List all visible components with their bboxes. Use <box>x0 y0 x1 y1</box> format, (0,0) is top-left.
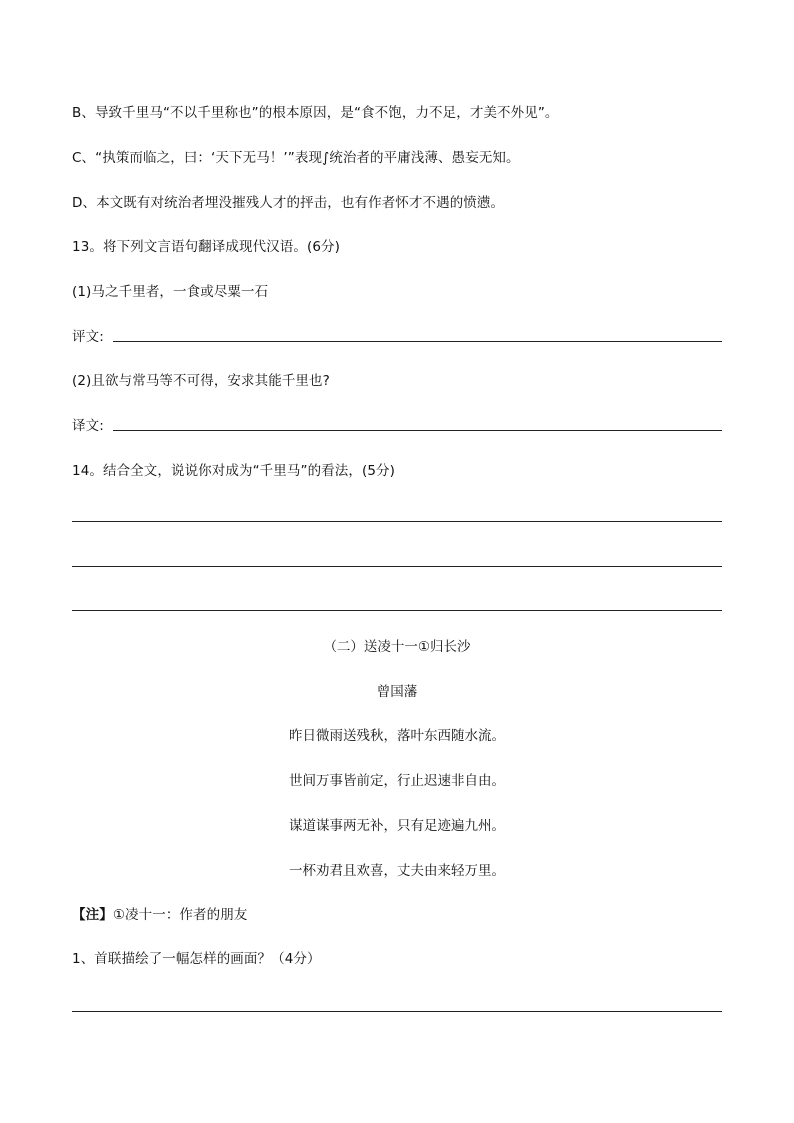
choice-b: B、导致千里马“不以千里称也”的根本原因，是“食不饱，力不足，才美不外见”。 <box>72 105 559 121</box>
poem-line-3: 谋道谋事两无补，只有足迹遍九州。 <box>289 818 505 834</box>
answer-label-2: 译文: <box>72 418 104 434</box>
answer-line-4[interactable] <box>72 566 722 567</box>
poem-note <box>72 905 247 925</box>
poem-title: （二）送凌十一①归长沙 <box>323 639 471 655</box>
answer-label-1: 评文: <box>72 329 104 345</box>
question-13-item-1: (1)马之千里者，一食或尽粟一石 <box>72 284 269 300</box>
poem-line-1: 昨日微雨送残秋，落叶东西随水流。 <box>289 728 505 744</box>
answer-line-5[interactable] <box>72 610 722 611</box>
choice-d: D、本文既有对统治者埋没摧残人才的抨击，也有作者怀才不遇的愤懑。 <box>72 195 505 211</box>
choice-c: C、“执策而临之，曰：‘天下无马！’”表现∫统治者的平庸浅薄、愚妄无知。 <box>72 150 520 166</box>
question-13-item-2: (2)且欲与常马等不可得，安求其能千里也? <box>72 373 330 389</box>
question-1-prompt: 1、首联描绘了一幅怎样的画面？（4分） <box>72 951 321 967</box>
question-14-prompt: 14。结合全文，说说你对成为“千里马”的看法，(5分) <box>72 463 395 479</box>
poem-author: 曾国藩 <box>376 684 418 700</box>
answer-line-6[interactable] <box>72 1011 722 1012</box>
answer-line-2[interactable] <box>113 430 722 431</box>
poem-line-4: 一杯劝君且欢喜，丈夫由来轻万里。 <box>289 863 505 879</box>
answer-line-1[interactable] <box>113 341 722 342</box>
note-text: ①凌十一：作者的朋友 <box>112 907 248 923</box>
answer-line-3[interactable] <box>72 521 722 522</box>
poem-line-2: 世间万事皆前定，行止迟速非自由。 <box>289 773 505 789</box>
question-13-prompt: 13。将下列文言语句翻译成现代汉语。(6分) <box>72 239 341 255</box>
note-bracket: 【注】 <box>72 907 113 923</box>
